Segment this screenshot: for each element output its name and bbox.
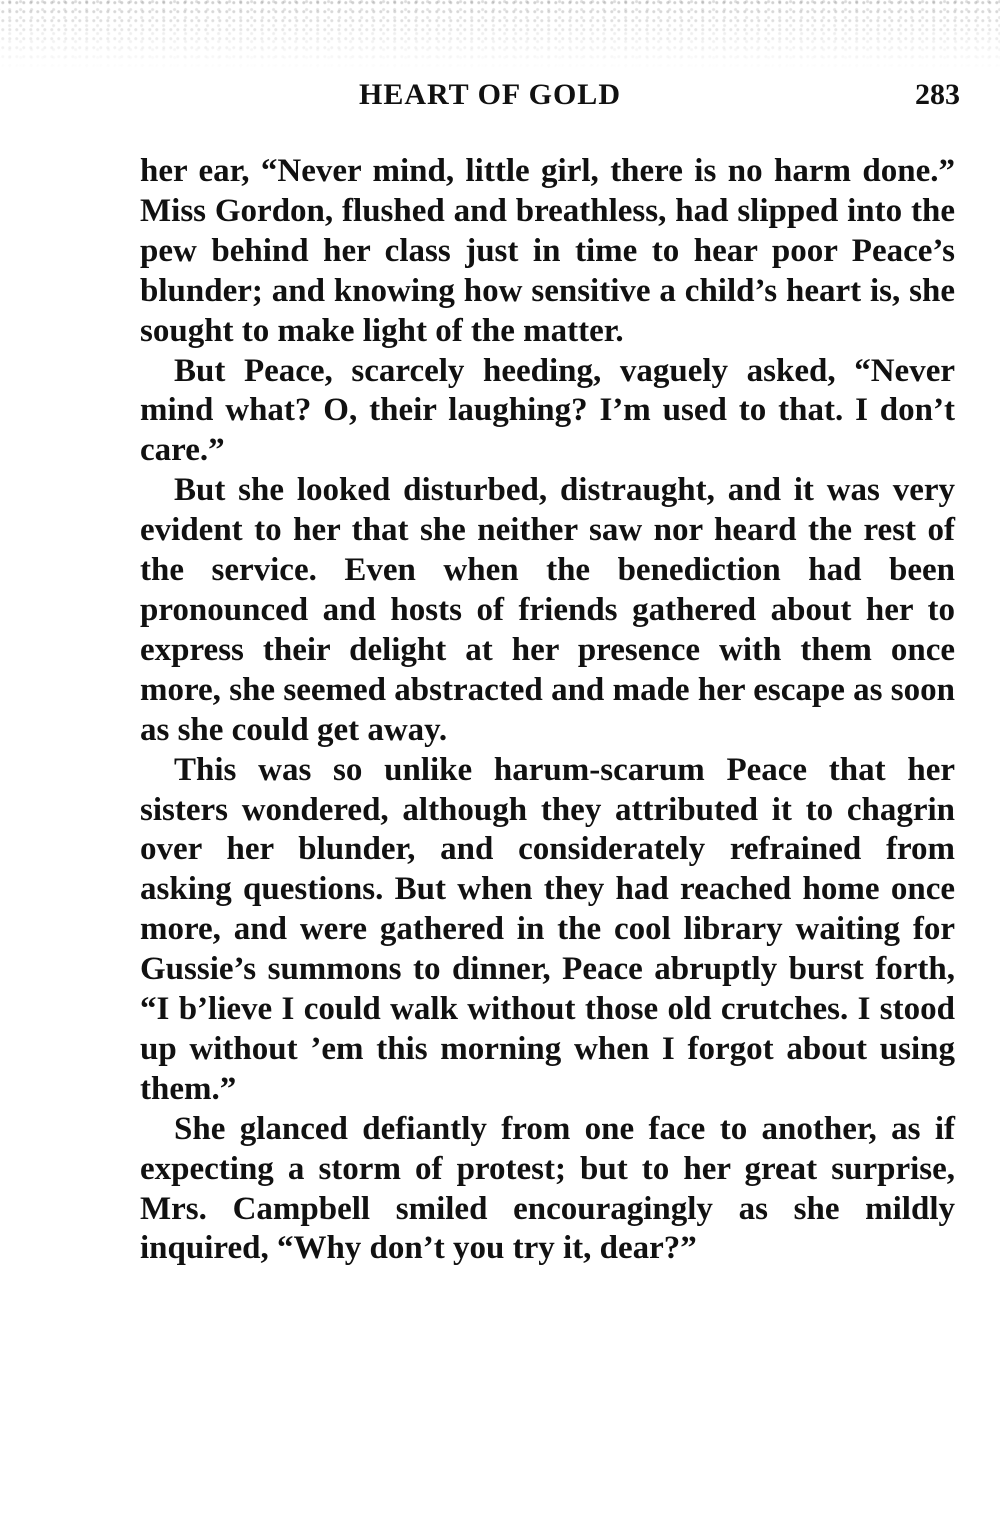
paragraph: But Peace, scarcely heeding, vaguely asked, “Never mind what? O, their laughing? I’m used to that. I don’t care.” <box>140 352 955 469</box>
paragraph: her ear, “Never mind, little girl, there is no harm done.” Miss Gordon, flushed and breathless, had slipped into the pew behind her class just in time to hear poor Peace’s blunder; and knowing how sensitive a child’s heart is, she sought to make light of the matter. <box>140 153 955 349</box>
running-title: HEART OF GOLD <box>359 78 621 111</box>
paragraph: But she looked disturbed, distraught, and it was very evident to her that she neither saw nor heard the rest of the service. Even when the benediction had been pronounced and hosts of friends gathered about her to express their delight at her presence with them once more, she seemed abstracted and made her escape as soon as she could get away. <box>140 472 955 748</box>
scan-speckle-band <box>0 0 1000 70</box>
paragraph: She glanced defiantly from one face to another, as if expecting a storm of protest; but to her great surprise, Mrs. Campbell smiled encouragingly as she mildly inquired, “Why don’t you try it, dear?” <box>140 1110 955 1267</box>
body-text <box>140 152 955 1269</box>
page-header <box>140 70 960 120</box>
page-number: 283 <box>915 78 960 111</box>
paragraph: This was so unlike harum-scarum Peace that her sisters wondered, although they attributed it to chagrin over her blunder, and considerately refrained from asking questions. But when they had reached home once more, and were gathered in the cool library waiting for Gussie’s summons to dinner, Peace abruptly burst forth, “I b’lieve I could walk without those old crutches. I stood up without ’em this morning when I forgot about using them.” <box>140 751 955 1107</box>
